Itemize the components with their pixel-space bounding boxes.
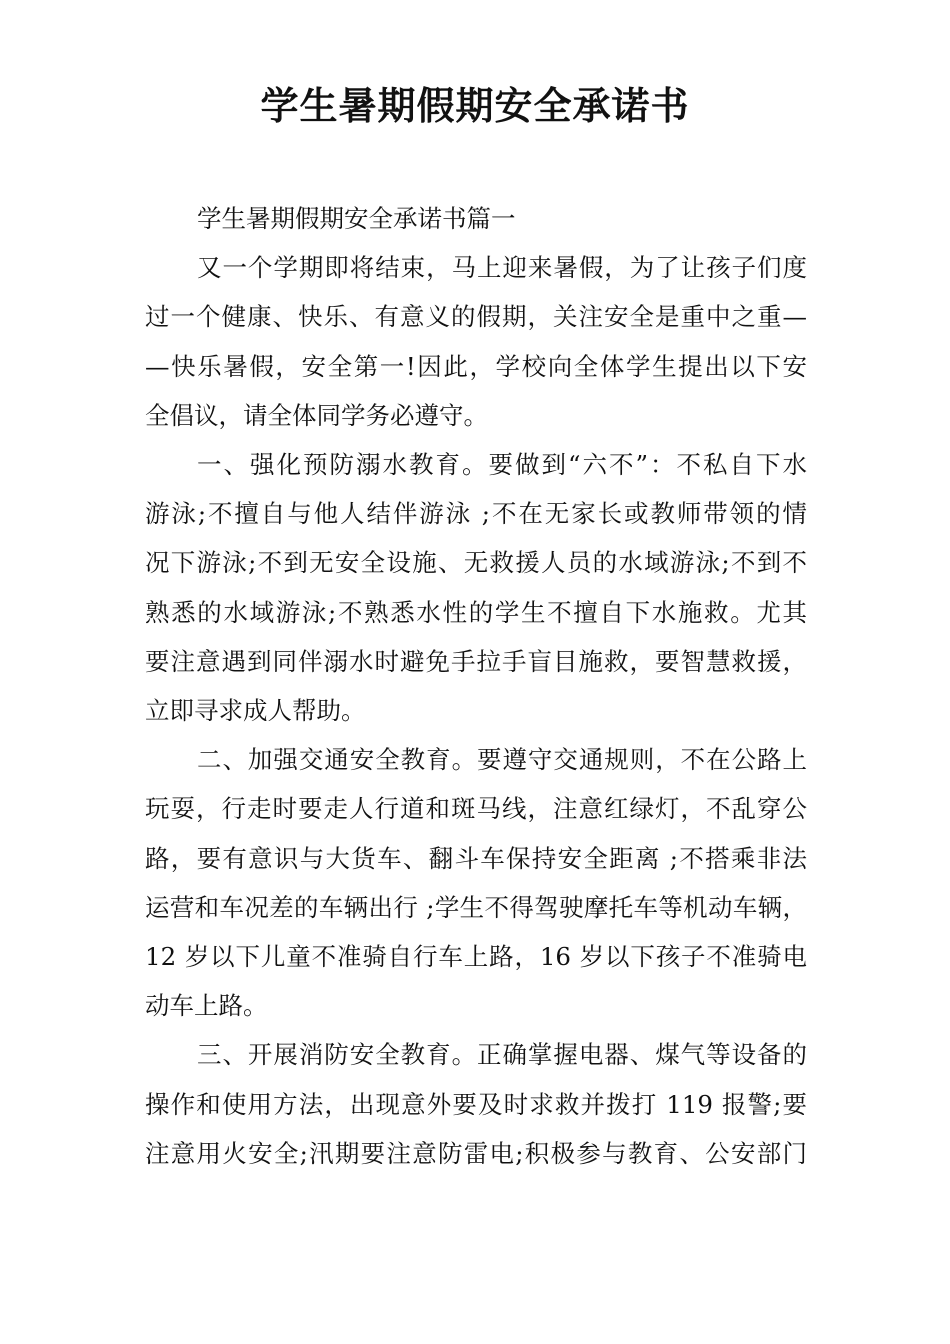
paragraph-line: 况下游泳;不到无安全设施、无救援人员的水域游泳;不到不 — [145, 548, 807, 578]
paragraph-line: 运营和车况差的车辆出行 ;学生不得驾驶摩托车等机动车辆， — [145, 892, 807, 922]
paragraph-line: 动车上路。 — [145, 991, 268, 1021]
paragraph-line: 三、开展消防安全教育。正确掌握电器、煤气等设备的 — [197, 1040, 807, 1070]
paragraph-line: —快乐暑假，安全第一!因此，学校向全体学生提出以下安 — [145, 351, 807, 381]
section-heading: 学生暑期假期安全承诺书篇一 — [197, 204, 516, 233]
paragraph-line: 一、强化预防溺水教育。要做到“六不”：不私自下水 — [197, 450, 807, 480]
paragraph-line: 路，要有意识与大货车、翻斗车保持安全距离 ;不搭乘非法 — [145, 843, 807, 873]
paragraph-line: 又一个学期即将结束，马上迎来暑假，为了让孩子们度 — [197, 253, 807, 283]
paragraph-line: 立即寻求成人帮助。 — [145, 696, 366, 726]
paragraph-line: 全倡议，请全体同学务必遵守。 — [145, 400, 488, 430]
paragraph-line: 二、加强交通安全教育。要遵守交通规则，不在公路上 — [197, 745, 807, 775]
paragraph-line: 注意用火安全;汛期要注意防雷电;积极参与教育、公安部门 — [145, 1138, 807, 1168]
paragraph-line: 过一个健康、快乐、有意义的假期，关注安全是重中之重— — [145, 302, 807, 332]
paragraph-line: 12 岁以下儿童不准骑自行车上路，16 岁以下孩子不准骑电 — [145, 942, 807, 972]
paragraph-line: 要注意遇到同伴溺水时避免手拉手盲目施救，要智慧救援， — [145, 646, 807, 676]
paragraph-line: 玩耍，行走时要走人行道和斑马线，注意红绿灯，不乱穿公 — [145, 794, 807, 824]
paragraph-line: 熟悉的水域游泳;不熟悉水性的学生不擅自下水施救。尤其 — [145, 597, 807, 627]
document-body — [145, 194, 807, 1178]
paragraph-line: 游泳;不擅自与他人结伴游泳 ;不在无家长或教师带领的情 — [145, 499, 807, 529]
paragraph-line: 操作和使用方法，出现意外要及时求救并拨打 119 报警;要 — [145, 1089, 807, 1119]
document-title: 学生暑期假期安全承诺书 — [260, 84, 690, 128]
